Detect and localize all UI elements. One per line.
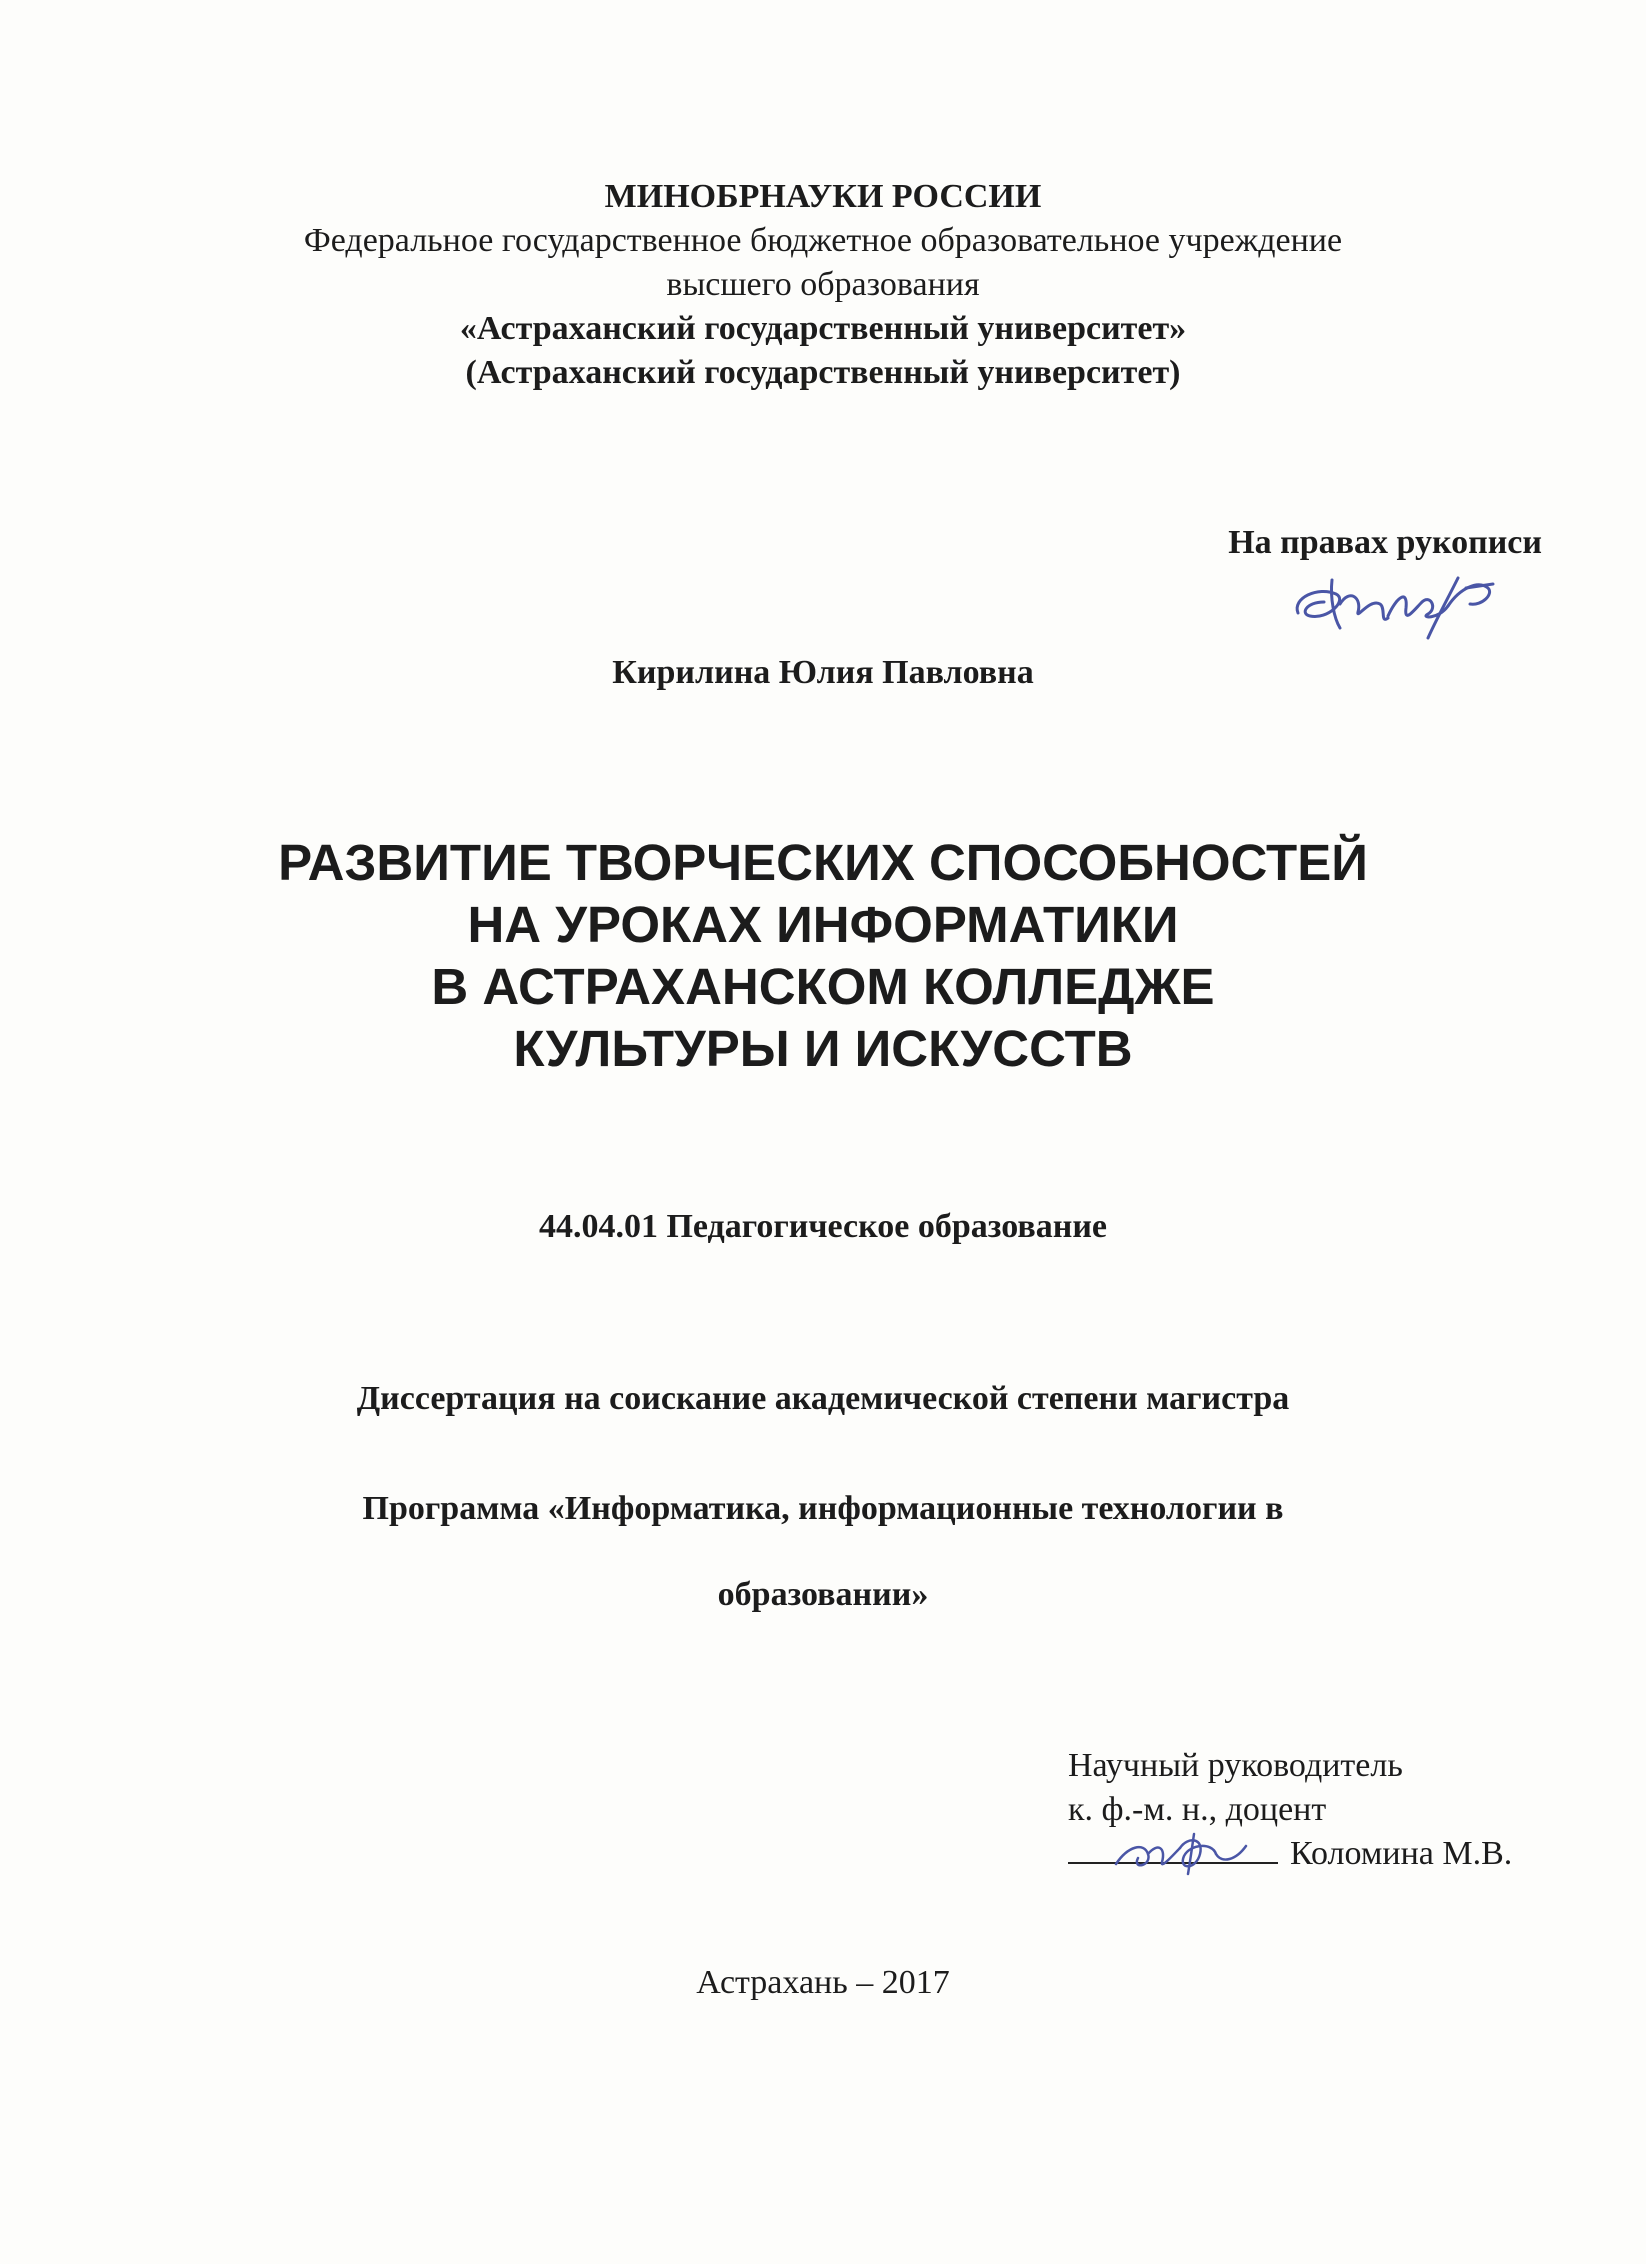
title-line: НА УРОКАХ ИНФОРМАТИКИ xyxy=(467,896,1179,953)
supervisor-sign-row xyxy=(1068,1832,1512,1876)
institution-line-1: Федеральное государственное бюджетное образовательное учреждение xyxy=(303,222,1343,259)
manuscript-note: На правах рукописи xyxy=(1228,524,1542,561)
dissertation-title xyxy=(0,832,1646,1080)
supervisor-signature-icon xyxy=(1108,1824,1258,1880)
ministry-name: МИНОБРНАУКИ РОССИИ xyxy=(604,178,1042,215)
supervisor-block xyxy=(1068,1744,1512,1876)
institution-line-2: высшего образования xyxy=(666,266,980,303)
program-line-1: Программа «Информатика, информационные технологии в xyxy=(362,1490,1284,1527)
supervisor-rank: к. ф.-м. н., доцент xyxy=(1068,1791,1327,1828)
title-line: КУЛЬТУРЫ И ИСКУССТВ xyxy=(513,1020,1133,1077)
specialty-code: 44.04.01 Педагогическое образование xyxy=(538,1208,1108,1245)
program-line-2: образовании» xyxy=(717,1576,929,1613)
title-line: РАЗВИТИЕ ТВОРЧЕСКИХ СПОСОБНОСТЕЙ xyxy=(278,834,1368,891)
author-signature-icon xyxy=(1288,558,1508,644)
university-full-name: «Астраханский государственный университет» xyxy=(459,310,1187,347)
supervisor-role: Научный руководитель xyxy=(1068,1747,1403,1784)
supervisor-name: Коломина М.В. xyxy=(1290,1835,1513,1872)
university-short-name: (Астраханский государственный университет) xyxy=(465,354,1181,391)
degree-statement: Диссертация на соискание академической степени магистра xyxy=(356,1380,1290,1417)
title-line: В АСТРАХАНСКОМ КОЛЛЕДЖЕ xyxy=(431,958,1215,1015)
city-year: Астрахань – 2017 xyxy=(696,1964,950,2001)
author-name: Кирилина Юлия Павловна xyxy=(612,654,1034,691)
